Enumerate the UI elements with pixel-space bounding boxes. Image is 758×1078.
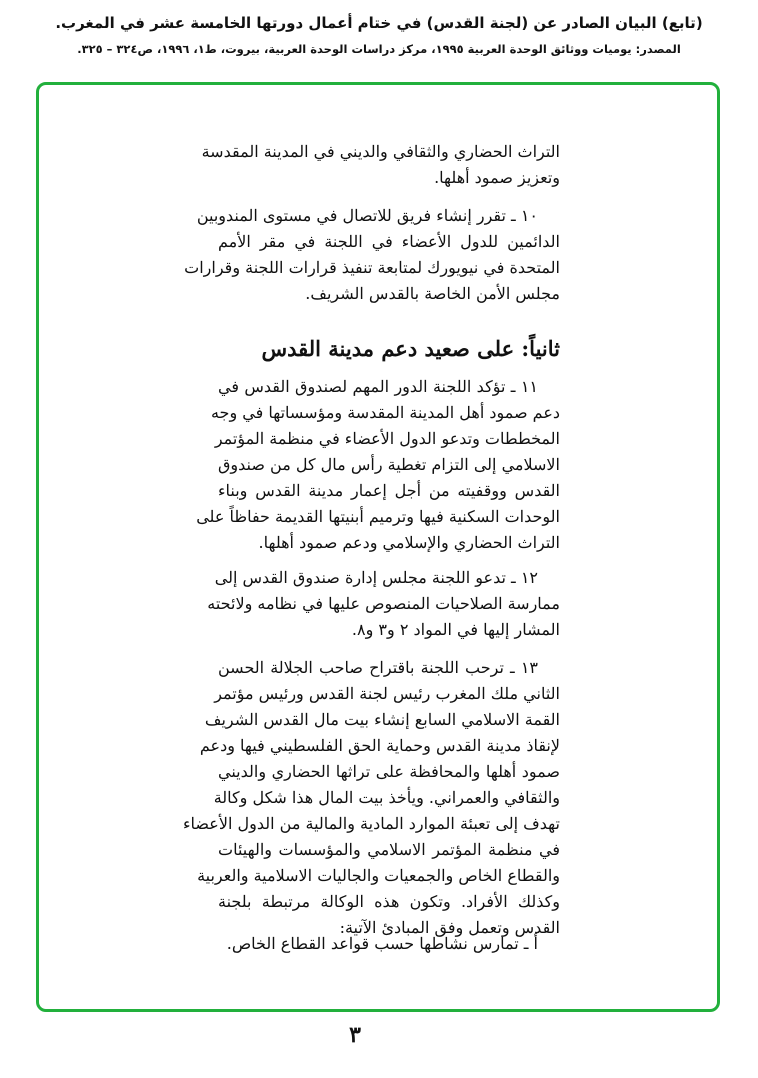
- text-line: الدائمين للدول الأعضاء في اللجنة في مقر الأمم: [218, 232, 560, 251]
- text-line: القدس وتعمل وفق المبادئ الآتية:: [339, 918, 560, 937]
- text-line: المشار إليها في المواد ٢ و٣ و٨.: [351, 620, 560, 639]
- text-line: دعم صمود أهل المدينة المقدسة ومؤسساتها في وجه: [210, 403, 560, 422]
- text-line: القمة الاسلامي السابع إنشاء بيت مال القدس الشريف: [204, 710, 560, 729]
- document-title: (تابع) البيان الصادر عن (لجنة القدس) في ختام أعمال دورتها الخامسة عشر في المغرب.: [55, 14, 703, 32]
- text-line: القدس ووقفيته من أجل إعمار مدينة القدس وبناء: [218, 481, 560, 500]
- text-line: التراث الحضاري والثقافي والديني في المدينة المقدسة: [201, 142, 560, 161]
- text-line: في منظمة المؤتمر الاسلامي والمؤسسات والهيئات: [218, 840, 560, 859]
- text-line: المخططات وتدعو الدول الأعضاء في منظمة المؤتمر: [214, 429, 560, 448]
- text-line: الوحدات السكنية فيها وترميم أبنيتها القديمة حفاظاً على: [196, 507, 560, 526]
- text-line: التراث الحضاري والإسلامي ودعم صمود أهلها.: [258, 533, 560, 552]
- text-line: لإنقاذ مدينة القدس وحماية الحق الفلسطيني فيها ودعم: [199, 736, 560, 755]
- paragraph: [184, 203, 560, 307]
- section-heading: ثانياً: على صعيد دعم مدينة القدس: [261, 336, 560, 361]
- source-citation: المصدر: يوميات ووثائق الوحدة العربية ١٩٩٥، مركز دراسات الوحدة العربية، بيروت، ط١، ١٩٩٦، ص٣٢٤ – ٣٢٥.: [77, 42, 681, 56]
- text-line: ١٢ ـ تدعو اللجنة مجلس إدارة صندوق القدس إلى: [214, 568, 538, 587]
- paragraph: [218, 931, 560, 957]
- text-line: والثقافي والعمراني. ويأخذ بيت المال هذا شكل وكالة: [213, 788, 560, 807]
- paragraph: [183, 655, 560, 941]
- text-line: الاسلامي إلى التزام تغطية رأس مال كل من صندوق: [217, 455, 560, 474]
- text-line: ١٣ ـ ترحب اللجنة باقتراح صاحب الجلالة الحسن: [218, 658, 538, 677]
- text-line: ١٠ ـ تقرر إنشاء فريق للاتصال في مستوى المندوبين: [196, 206, 538, 225]
- text-line: الثاني ملك المغرب رئيس لجنة القدس ورئيس مؤتمر: [214, 684, 560, 703]
- text-line: صمود أهلها والمحافظة على تراثها الحضاري والديني: [218, 762, 560, 781]
- text-line: تهدف إلى تعبئة الموارد المادية والمالية من الدول الأعضاء: [183, 814, 560, 833]
- text-line: وتعزيز صمود أهلها.: [434, 168, 560, 187]
- text-line: مجلس الأمن الخاصة بالقدس الشريف.: [305, 284, 560, 303]
- paragraph: [201, 139, 560, 191]
- text-line: ممارسة الصلاحيات المنصوص عليها في نظامه ولائحته: [207, 594, 560, 613]
- paragraph: [196, 374, 560, 556]
- text-line: أ ـ تمارس نشاطها حسب قواعد القطاع الخاص.: [226, 934, 538, 953]
- text-line: المتحدة في نيويورك لمتابعة تنفيذ قرارات اللجنة وقرارات: [184, 258, 560, 277]
- text-line: ١١ ـ تؤكد اللجنة الدور المهم لصندوق القدس في: [218, 377, 538, 396]
- paragraph: [207, 565, 560, 643]
- text-line: والقطاع الخاص والجمعيات والجاليات الاسلامية والعربية: [197, 866, 560, 885]
- page-number: ٣: [349, 1022, 361, 1048]
- text-line: وكذلك الأفراد. وتكون هذه الوكالة مرتبطة بلجنة: [218, 892, 560, 911]
